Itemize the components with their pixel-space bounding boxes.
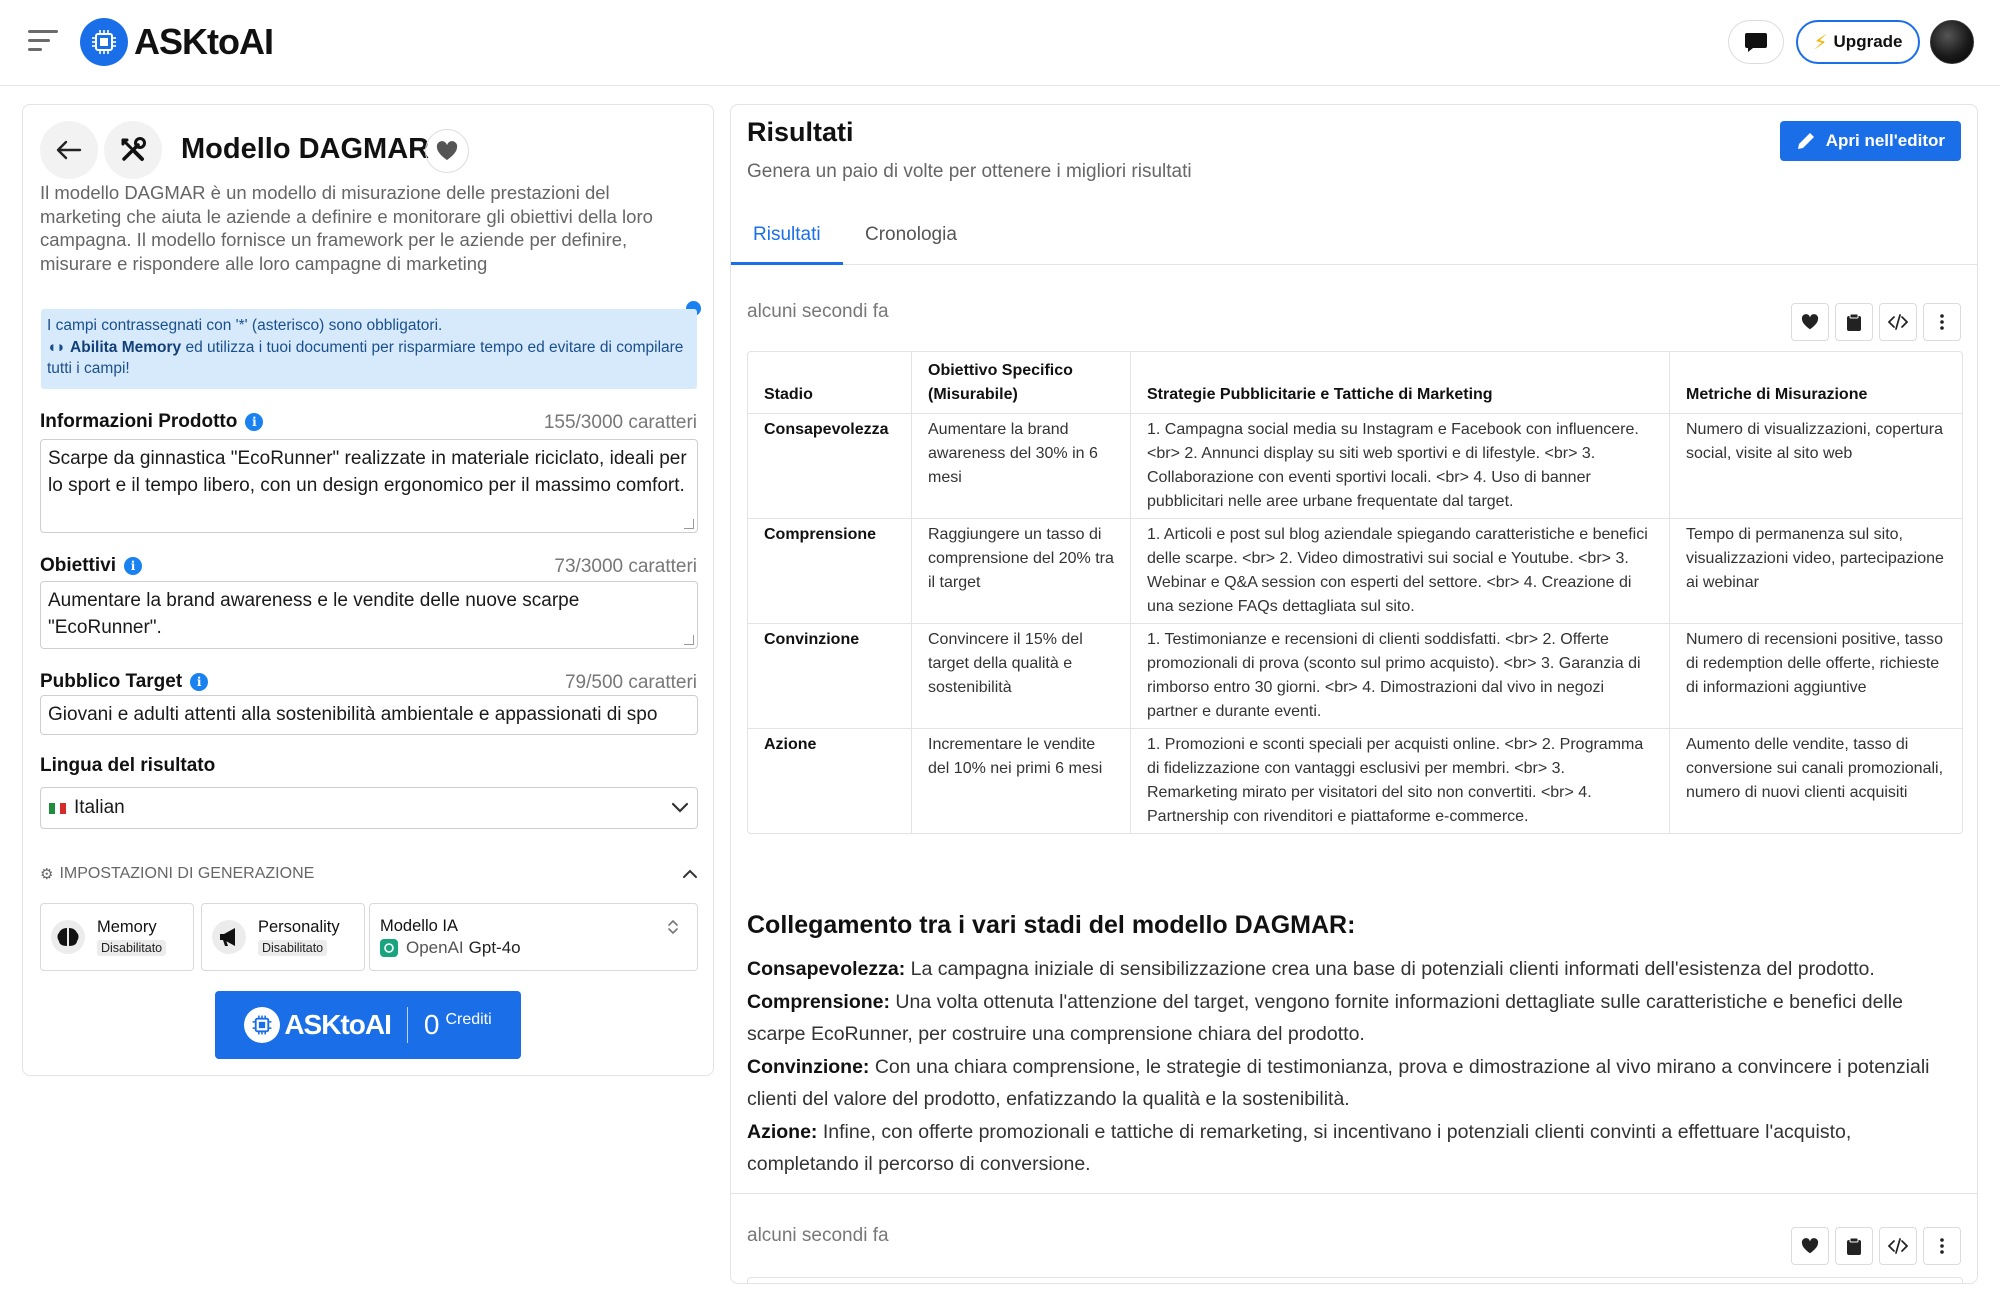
brain-icon: ◖◗ [47,338,66,356]
notice-line-1: I campi contrassegnati con '*' (asterisco) sono obbligatori. [47,317,443,334]
table-cell: Convincere il 15% del target della qualità e sostenibilità [912,624,1131,729]
table-row [748,414,1962,519]
objectives-label-text: Obiettivi [40,555,117,576]
logo-chip-icon [80,18,128,66]
table-cell: Tempo di permanenza sul sito, visualizzazioni video, partecipazione ai webinar [1670,519,1962,624]
open-editor-label: Apri nell'editor [1825,131,1945,150]
table-row [748,624,1962,729]
objectives-input[interactable] [40,581,698,649]
product-info-label [40,411,263,433]
product-info-label-text: Informazioni Prodotto [40,411,238,432]
tab-cronologia[interactable]: Cronologia [865,224,957,245]
results-subtitle: Genera un paio di volte per ottenere i migliori risultati [747,161,1192,182]
brain-icon [51,920,85,954]
heart-icon [1801,314,1819,330]
pencil-icon [1796,131,1816,151]
table-header-row [748,352,1962,414]
page-title: Modello DAGMAR [181,133,430,165]
objectives-label [40,555,142,577]
summary-paragraph [747,1051,1963,1116]
back-button[interactable] [40,121,98,179]
tools-icon [119,136,147,164]
summary-body: Con una chiara comprensione, le strategie di testimonianza, prova e dimostrazione al vivo mirano a convincere i potenziali clienti del valore del prodotto, enfatizzando la qualità e la sostenibilità. [747,1055,1930,1110]
target-audience-value: Giovani e adulti attenti alla sostenibilità ambientale e appassionati di spo [48,704,658,725]
template-description: Il modello DAGMAR è un modello di misurazione delle prestazioni del marketing che aiuta le aziende a definire e monitorare gli obiettivi della loro campagna. Il modello fornisce un framework per le aziende per definire, misurare e rispondere alle loro campagne di marketing [40,182,653,274]
language-value: Italian [74,797,125,818]
results-tabs [731,215,1978,265]
more-vertical-icon [1940,1238,1944,1254]
chat-button[interactable] [1728,20,1784,64]
result-actions [1791,1227,1961,1265]
memory-label: Memory [97,917,157,936]
info-icon[interactable]: i [190,673,208,691]
generate-button[interactable] [215,991,521,1059]
app-logo[interactable] [80,18,273,66]
italy-flag-icon [49,803,66,814]
code-icon [1888,1238,1908,1254]
avatar[interactable] [1930,20,1974,64]
copy-button[interactable] [1835,303,1873,341]
generation-settings-label: IMPOSTAZIONI DI GENERAZIONE [59,865,315,882]
upgrade-button[interactable] [1796,20,1920,64]
generate-logo-text: ASKtoAI [284,1009,391,1040]
results-table [747,351,1963,834]
personality-card[interactable] [201,903,365,971]
summary-term: Consapevolezza: [747,958,906,980]
summary-paragraph [747,953,1963,986]
table-header: Strategie Pubblicitarie e Tattiche di Marketing [1131,352,1670,414]
like-button[interactable] [1791,303,1829,341]
table-cell: Aumentare la brand awareness del 30% in 6 mesi [912,414,1131,519]
table-header: Metriche di Misurazione [1670,352,1962,414]
tools-button[interactable] [104,121,162,179]
personality-label: Personality [258,917,340,936]
table-cell: Comprensione [748,519,912,624]
summary-body: Una volta ottenuta l'attenzione del target, vengono fornite informazioni dettagliate sulle caratteristiche e benefici delle scarpe EcoRunner, per costruire una comprensione chiara del prodotto. [747,990,1903,1045]
summary-term: Azione: [747,1120,818,1143]
target-audience-input[interactable] [40,695,698,735]
product-info-counter: 155/3000 caratteri [543,412,697,433]
table-cell: 1. Campagna social media su Instagram e Facebook con influencere. <br> 2. Annunci display su siti web sportivi e di lifestyle. <br> 3. Collaborazione con eventi sportivi locali. <br> 4. Uso di banner pubblicitari nelle aree urbane frequentate dal target. [1131,414,1670,519]
summary-term: Convinzione: [747,1055,870,1078]
credits-value: 0 [423,1009,440,1040]
target-audience-label [40,671,208,693]
generation-settings-toggle[interactable] [40,861,698,887]
table-cell: Aumento delle vendite, tasso di conversione sui canali promozionali, numero di nuovi clienti acquisiti [1686,736,1944,801]
clipboard-icon [1846,313,1862,331]
code-icon [1888,314,1908,330]
table-row [748,729,1962,833]
table-cell: Numero di recensioni positive, tasso di redemption delle offerte, richieste di informazioni aggiuntive [1670,624,1962,729]
summary-paragraph [747,1116,1963,1181]
info-icon[interactable]: i [245,413,263,431]
logo-chip-icon [244,1007,280,1043]
language-select[interactable] [40,787,698,829]
table-cell: Incrementare le vendite del 10% nei primi 6 mesi [912,729,1131,833]
bolt-icon: ⚡ [1813,31,1828,54]
chevron-up-icon [682,869,698,879]
model-name: Gpt-4o [468,937,521,957]
results-table-partial [747,1277,1963,1284]
tab-risultati[interactable]: Risultati [731,215,843,265]
target-audience-counter: 79/500 caratteri [564,672,697,693]
summary-term: Comprensione: [747,990,891,1013]
chevron-down-icon [671,802,689,814]
section-heading: Collegamento tra i vari stadi del modello DAGMAR: [747,911,1356,939]
menu-icon[interactable] [28,30,58,56]
upgrade-label: Upgrade [1833,32,1903,51]
ai-model-select[interactable] [369,903,698,971]
enable-memory-link[interactable]: Abilita Memory [70,338,182,356]
table-header: Obiettivo Specifico (Misurabile) [912,352,1131,414]
summary-text [747,953,1963,1181]
table-cell: Consapevolezza [748,414,912,519]
product-info-value: Scarpe da ginnastica "EcoRunner" realizzate in materiale riciclato, ideali per lo sport e il tempo libero, con un design ergonomico per il massimo comfort. [48,448,687,496]
results-title: Risultati [747,117,854,147]
code-button[interactable] [1879,303,1917,341]
result-divider [731,1193,1978,1194]
divider [407,1007,408,1043]
chat-icon [1744,31,1768,53]
target-audience-label-text: Pubblico Target [40,671,183,692]
result-actions [1791,303,1961,341]
resize-handle[interactable] [684,519,694,529]
result-timestamp: alcuni secondi fa [747,1225,889,1246]
model-provider: OpenAI [406,937,464,957]
table-row [748,519,1962,624]
table-header: Stadio [748,352,912,414]
summary-body: La campagna iniziale di sensibilizzazione crea una base di potenziali clienti informati dell'esistenza del prodotto. [905,958,1875,980]
table-cell: Numero di visualizzazioni, copertura social, visite al sito web [1670,414,1962,519]
table-cell: 1. Promozioni e sconti speciali per acquisti online. <br> 2. Programma di fidelizzazione con vantaggi esclusivi per membri. <br> 3. Remarketing mirato per visitatori del sito non convertiti. <br> 4. Partnership con rivenditori e piattaforme e-commerce. [1131,729,1670,833]
memory-status-badge: Disabilitato [97,940,166,956]
result-timestamp: alcuni secondi fa [747,301,889,322]
summary-paragraph [747,986,1963,1051]
logo-text: ASKtoAI [134,21,273,62]
arrow-left-icon [56,140,82,160]
table-cell: 1. Testimonianze e recensioni di clienti soddisfatti. <br> 2. Offerte promozionali di prova (sconto sul primo acquisto). <br> 3. Garanzia di rimborso entro 30 giorni. <br> 4. Dimostrazioni dal vivo in negozi partner e durante eventi. [1131,624,1670,729]
more-vertical-icon [1940,314,1944,330]
sort-icon [667,918,679,936]
objectives-value: Aumentare la brand awareness e le vendite delle nuove scarpe "EcoRunner". [48,590,580,638]
language-label: Lingua del risultato [40,755,216,776]
info-icon[interactable]: i [124,557,142,575]
resize-handle[interactable] [684,635,694,645]
copy-button[interactable] [1835,1227,1873,1265]
heart-icon [1801,1238,1819,1254]
more-button[interactable] [1923,303,1961,341]
favorite-button[interactable] [425,129,469,173]
table-cell: Convinzione [748,624,912,729]
info-notice [41,309,697,389]
ai-model-label: Modello IA [380,916,458,935]
code-button[interactable] [1879,1227,1917,1265]
template-form-panel [22,104,714,1076]
open-editor-button[interactable] [1780,121,1961,161]
top-bar [0,0,2000,86]
personality-status-badge: Disabilitato [258,940,327,956]
credits-label: Crediti [445,1011,492,1028]
more-button[interactable] [1923,1227,1961,1265]
memory-card[interactable] [40,903,194,971]
table-cell: Raggiungere un tasso di comprensione del 20% tra il target [912,519,1131,624]
notice-line-2: ed utilizza i tuoi documenti per risparmiare tempo ed evitare di compilare tutti i campi! [47,338,684,377]
table-cell: 1. Articoli e post sul blog aziendale spiegando caratteristiche e benefici delle scarpe. <br> 2. Video dimostrativi sui social e Youtube. <br> 3. Webinar e Q&A session con esperti del settore. <br> 4. Creazione di una sezione FAQs dettagliata sul sito. [1131,519,1670,624]
product-info-input[interactable] [40,439,698,533]
megaphone-icon [212,920,246,954]
table-cell: Azione [748,729,912,833]
objectives-counter: 73/3000 caratteri [554,556,697,577]
gear-icon: ⚙ [40,866,54,883]
clipboard-icon [1846,1237,1862,1255]
summary-body: Infine, con offerte promozionali e tattiche di remarketing, si incentivano i potenziali clienti convinti a effettuare l'acquisto, completando il percorso di conversione. [747,1120,1852,1175]
like-button[interactable] [1791,1227,1829,1265]
results-panel [730,104,1978,1284]
openai-icon [380,939,398,957]
heart-icon [436,141,458,161]
